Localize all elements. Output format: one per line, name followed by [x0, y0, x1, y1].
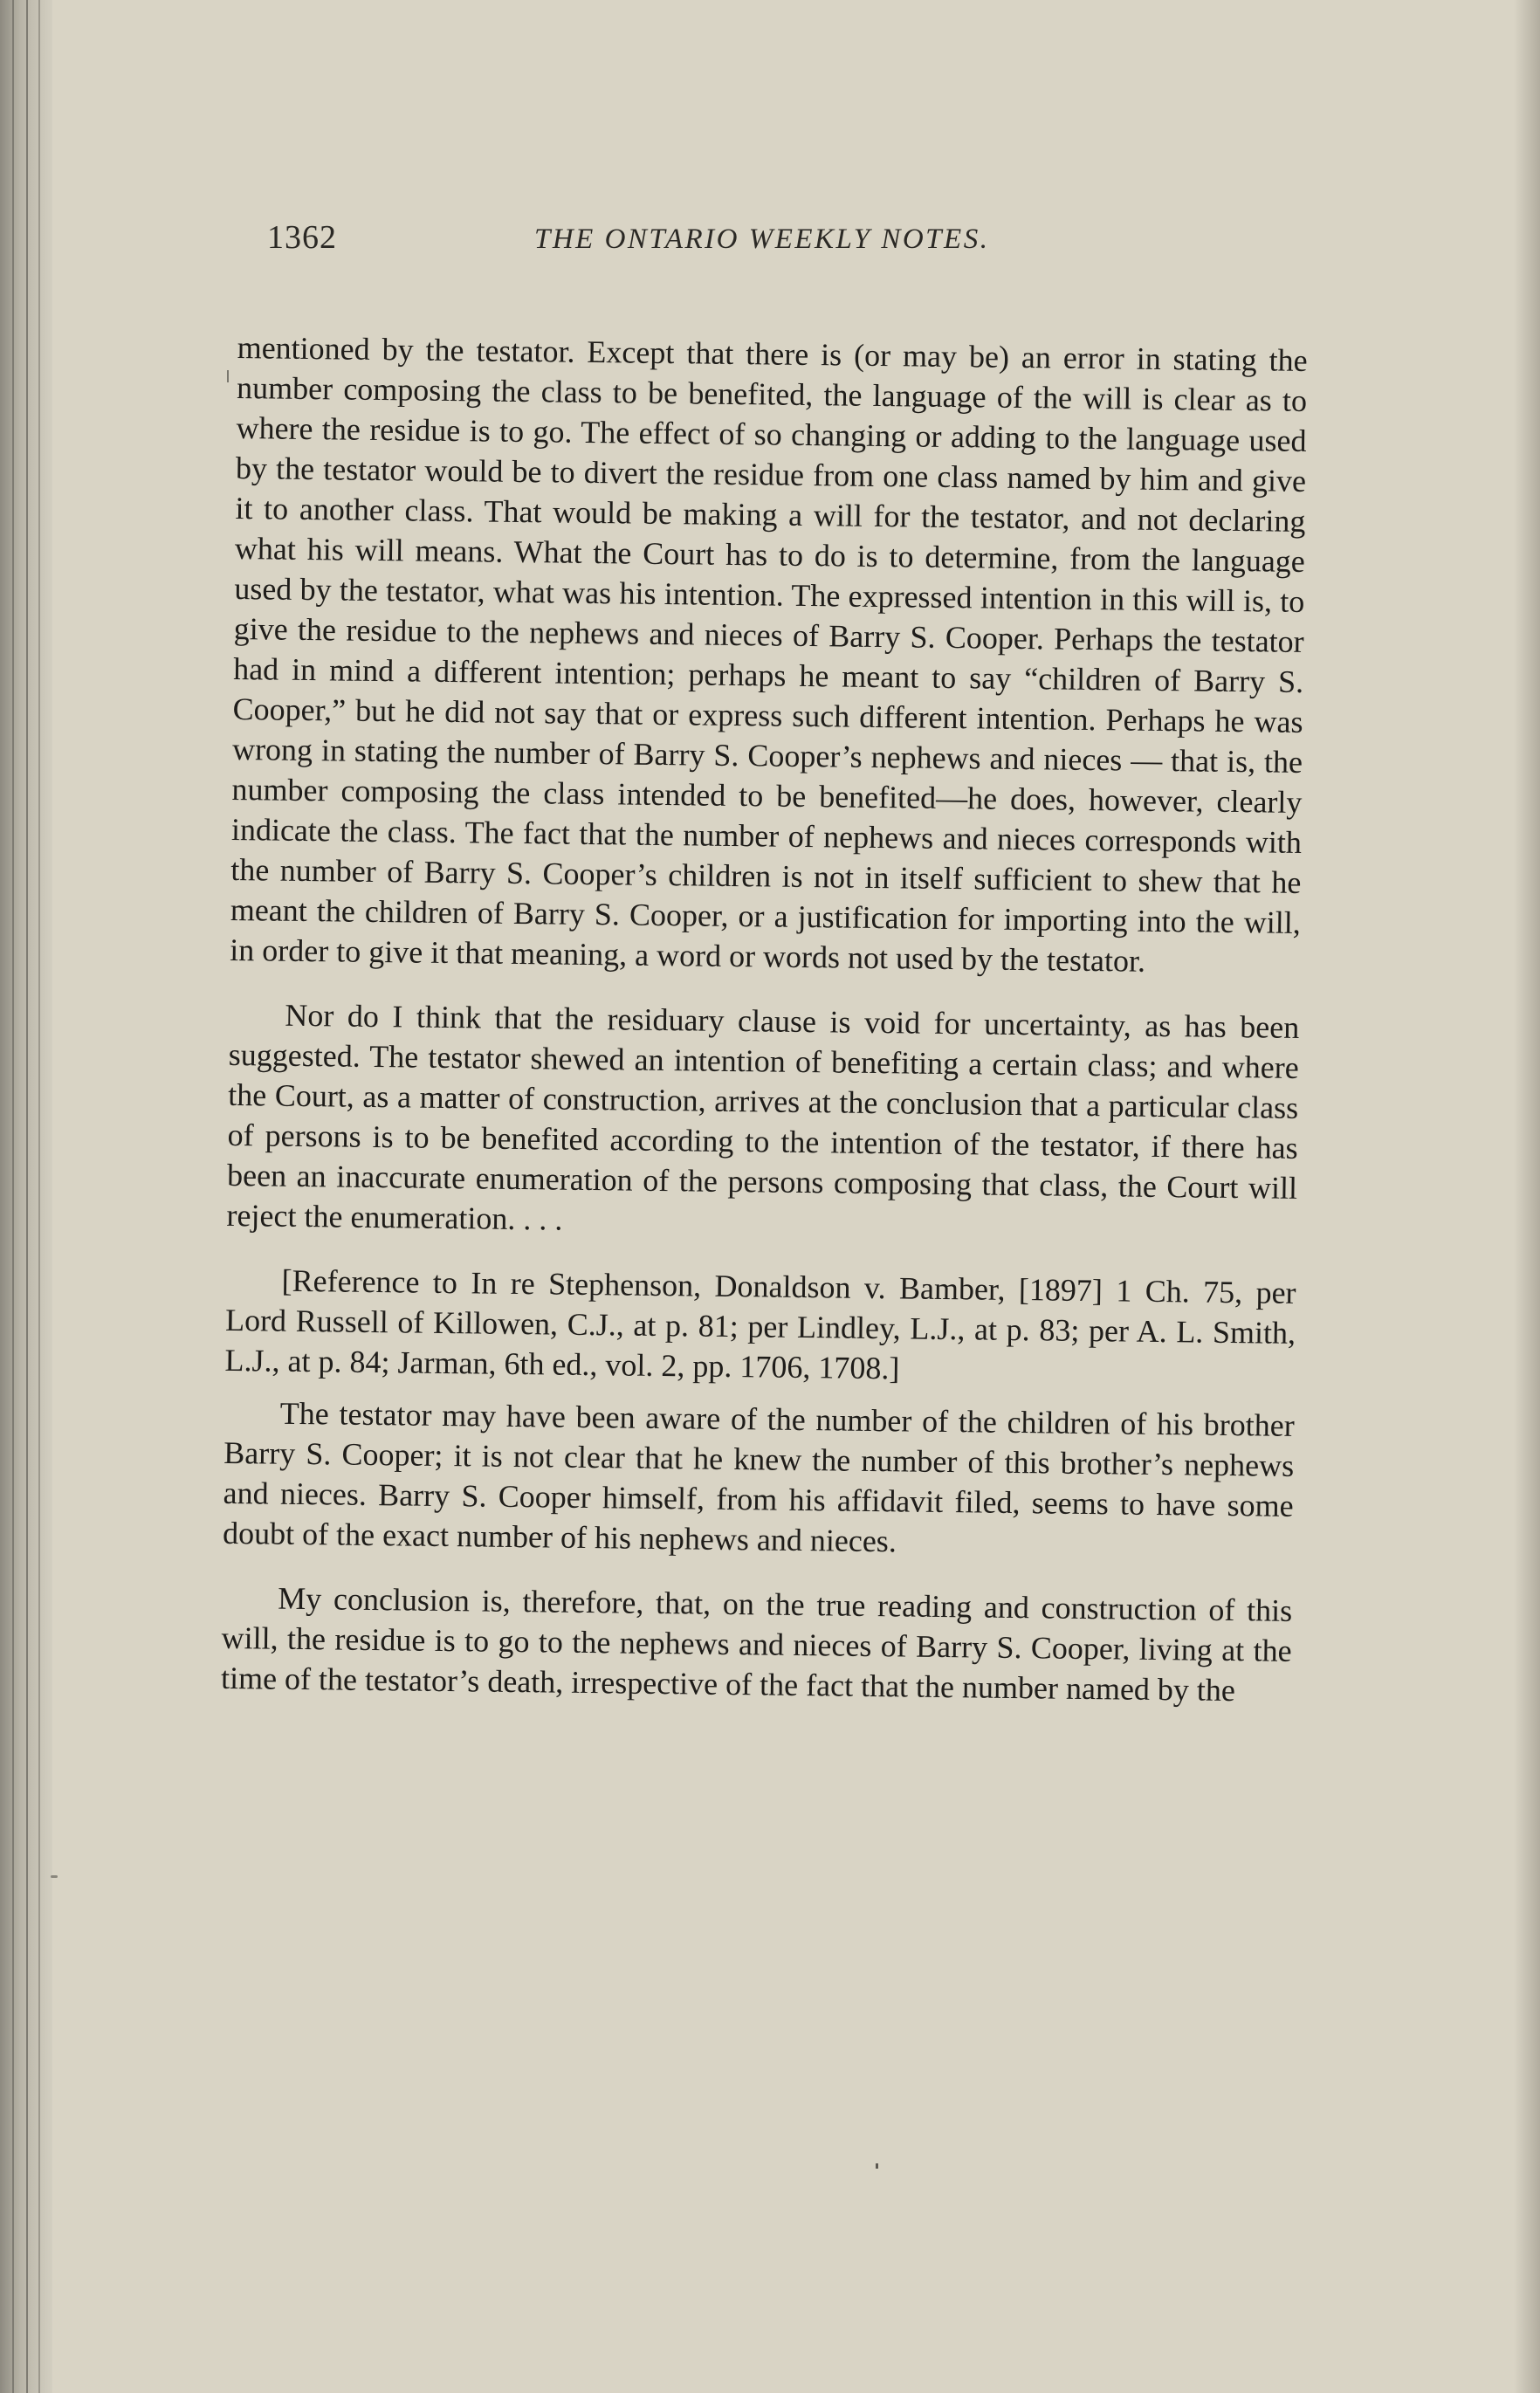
margin-mark	[227, 370, 229, 382]
paragraph-awareness: The testator may have been aware of the number of the children of his brother Barry S. Cooper; it is not clear that he knew the number of this brother’s nephews and nieces. Barry S. Cooper himself, from his affidavit filed, seems to have some doubt of the exact number of his nephews and nieces.	[222, 1395, 1295, 1559]
paragraph-conclusion: My conclusion is, therefore, that, on the true reading and construction of this will, the residue is to go to the nephews and nieces of Barry S. Cooper, living at the time of the testator’s death, irrespective of the fact that the number named by the	[220, 1580, 1293, 1709]
page-edge-line	[38, 0, 40, 2393]
paragraph-continuation: mentioned by the testator. Except that there is (or may be) an error in stating the number composing the class to be benefited, the language of the will is clear as to where the residue is to go. The effect of so changing or adding to the language used by the testator would be to divert the residue from one class named by him and give it to another class. That would be making a will for the testator, and not declaring what his will means. What the Court has to do is to determine, from the language used by the testator, what was his intention. The expressed intention in this will is, to give the residue to the nephews and nieces of Barry S. Cooper. Perhaps the testator had in mind a different intention; perhaps he meant to say “children of Barry S. Cooper,” but he did not say that or express such different intention. Perhaps he was wrong in stating the number of Barry S. Cooper’s nephews and nieces — that is, the number composing the class intended to be benefited—he does, however, clearly indicate the class. The fact that the number of nephews and nieces corresponds with the number of Barry S. Cooper’s children is not in itself sufficient to shew that he meant the children of Barry S. Cooper, or a justification for importing into the will, in order to give it that meaning, a word or words not used by the testator.	[230, 329, 1308, 979]
print-speck	[876, 2163, 878, 2169]
body-text	[221, 327, 1308, 1711]
page-edge-shadow	[1514, 0, 1540, 2393]
paragraph-reference: [Reference to In re Stephenson, Donaldson v. Bamber, [1897] 1 Ch. 75, per Lord Russell of Killowen, C.J., at p. 81; per Lindley, L.J., at p. 83; per A. L. Smith, L.J., at p. 84; Jarman, 6th ed., vol. 2, pp. 1706, 1708.]	[224, 1262, 1296, 1386]
page-edge-line	[26, 0, 28, 2393]
page-number: 1362	[267, 219, 337, 256]
paragraph-uncertainty: Nor do I think that the residuary clause is void for uncertainty, as has been suggested. The testator shewed an intention of benefiting a certain class; and where the Court, as a matter of construction, arrives at the conclusion that a particular class of persons is to be benefited according to the intention of the testator, if there has been an inaccurate enumeration of the persons composing that class, the Court will reject the enumeration. . . .	[226, 997, 1300, 1237]
margin-mark	[51, 1875, 58, 1878]
journal-title: THE ONTARIO WEEKLY NOTES.	[534, 223, 990, 255]
page-edge-line	[12, 0, 14, 2393]
running-head	[267, 218, 1035, 274]
